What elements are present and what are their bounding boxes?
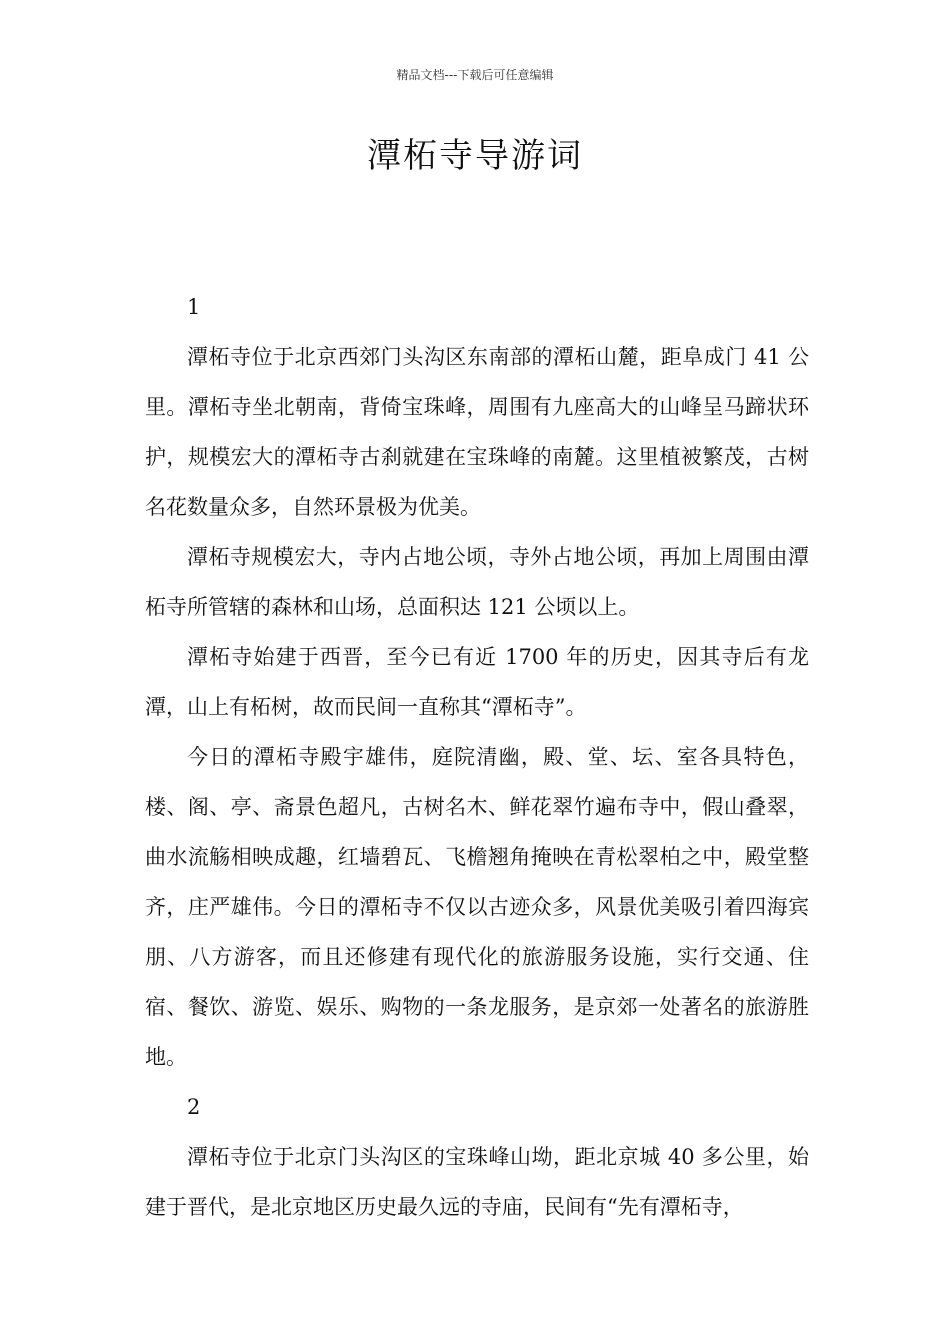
paragraph: 潭柘寺位于北京门头沟区的宝珠峰山坳，距北京城 40 多公里，始建于晋代，是北京地区历史最久远的寺庙，民间有“先有潭柘寺， — [145, 1145, 809, 1219]
paragraph: 潭柘寺位于北京西郊门头沟区东南部的潭柘山麓，距阜成门 41 公里。潭柘寺坐北朝南，背倚宝珠峰，周围有九座高大的山峰呈马蹄状环护，规模宏大的潭柘寺古刹就建在宝珠峰的南麓。这里植被繁茂，古树名花数量众多，自然环景极为优美。 — [145, 345, 809, 519]
section-number: 2 — [187, 1095, 201, 1119]
paragraph: 今日的潭柘寺殿宇雄伟，庭院清幽，殿、堂、坛、室各具特色，楼、阁、亭、斋景色超凡，古树名木、鲜花翠竹遍布寺中，假山叠翠，曲水流觞相映成趣，红墙碧瓦、飞檐翘角掩映在青松翠柏之中，殿堂整齐，庄严雄伟。今日的潭柘寺不仅以古迹众多，风景优美吸引着四海宾朋、八方游客，而且还修建有现代化的旅游服务设施，实行交通、住宿、餐饮、游览、娱乐、购物的一条龙服务，是京郊一处著名的旅游胜地。 — [145, 745, 809, 1069]
paragraph: 潭柘寺始建于西晋，至今已有近 1700 年的历史，因其寺后有龙潭，山上有柘树，故而民间一直称其“潭柘寺”。 — [145, 645, 809, 719]
section-number: 1 — [187, 295, 201, 319]
document-title: 潭柘寺导游词 — [367, 136, 583, 176]
document-body — [145, 282, 809, 1232]
paragraph: 潭柘寺规模宏大，寺内占地公顷，寺外占地公顷，再加上周围由潭柘寺所管辖的森林和山场，总面积达 121 公顷以上。 — [145, 545, 809, 619]
header-note: 精品文档---下载后可任意编辑 — [396, 68, 554, 82]
